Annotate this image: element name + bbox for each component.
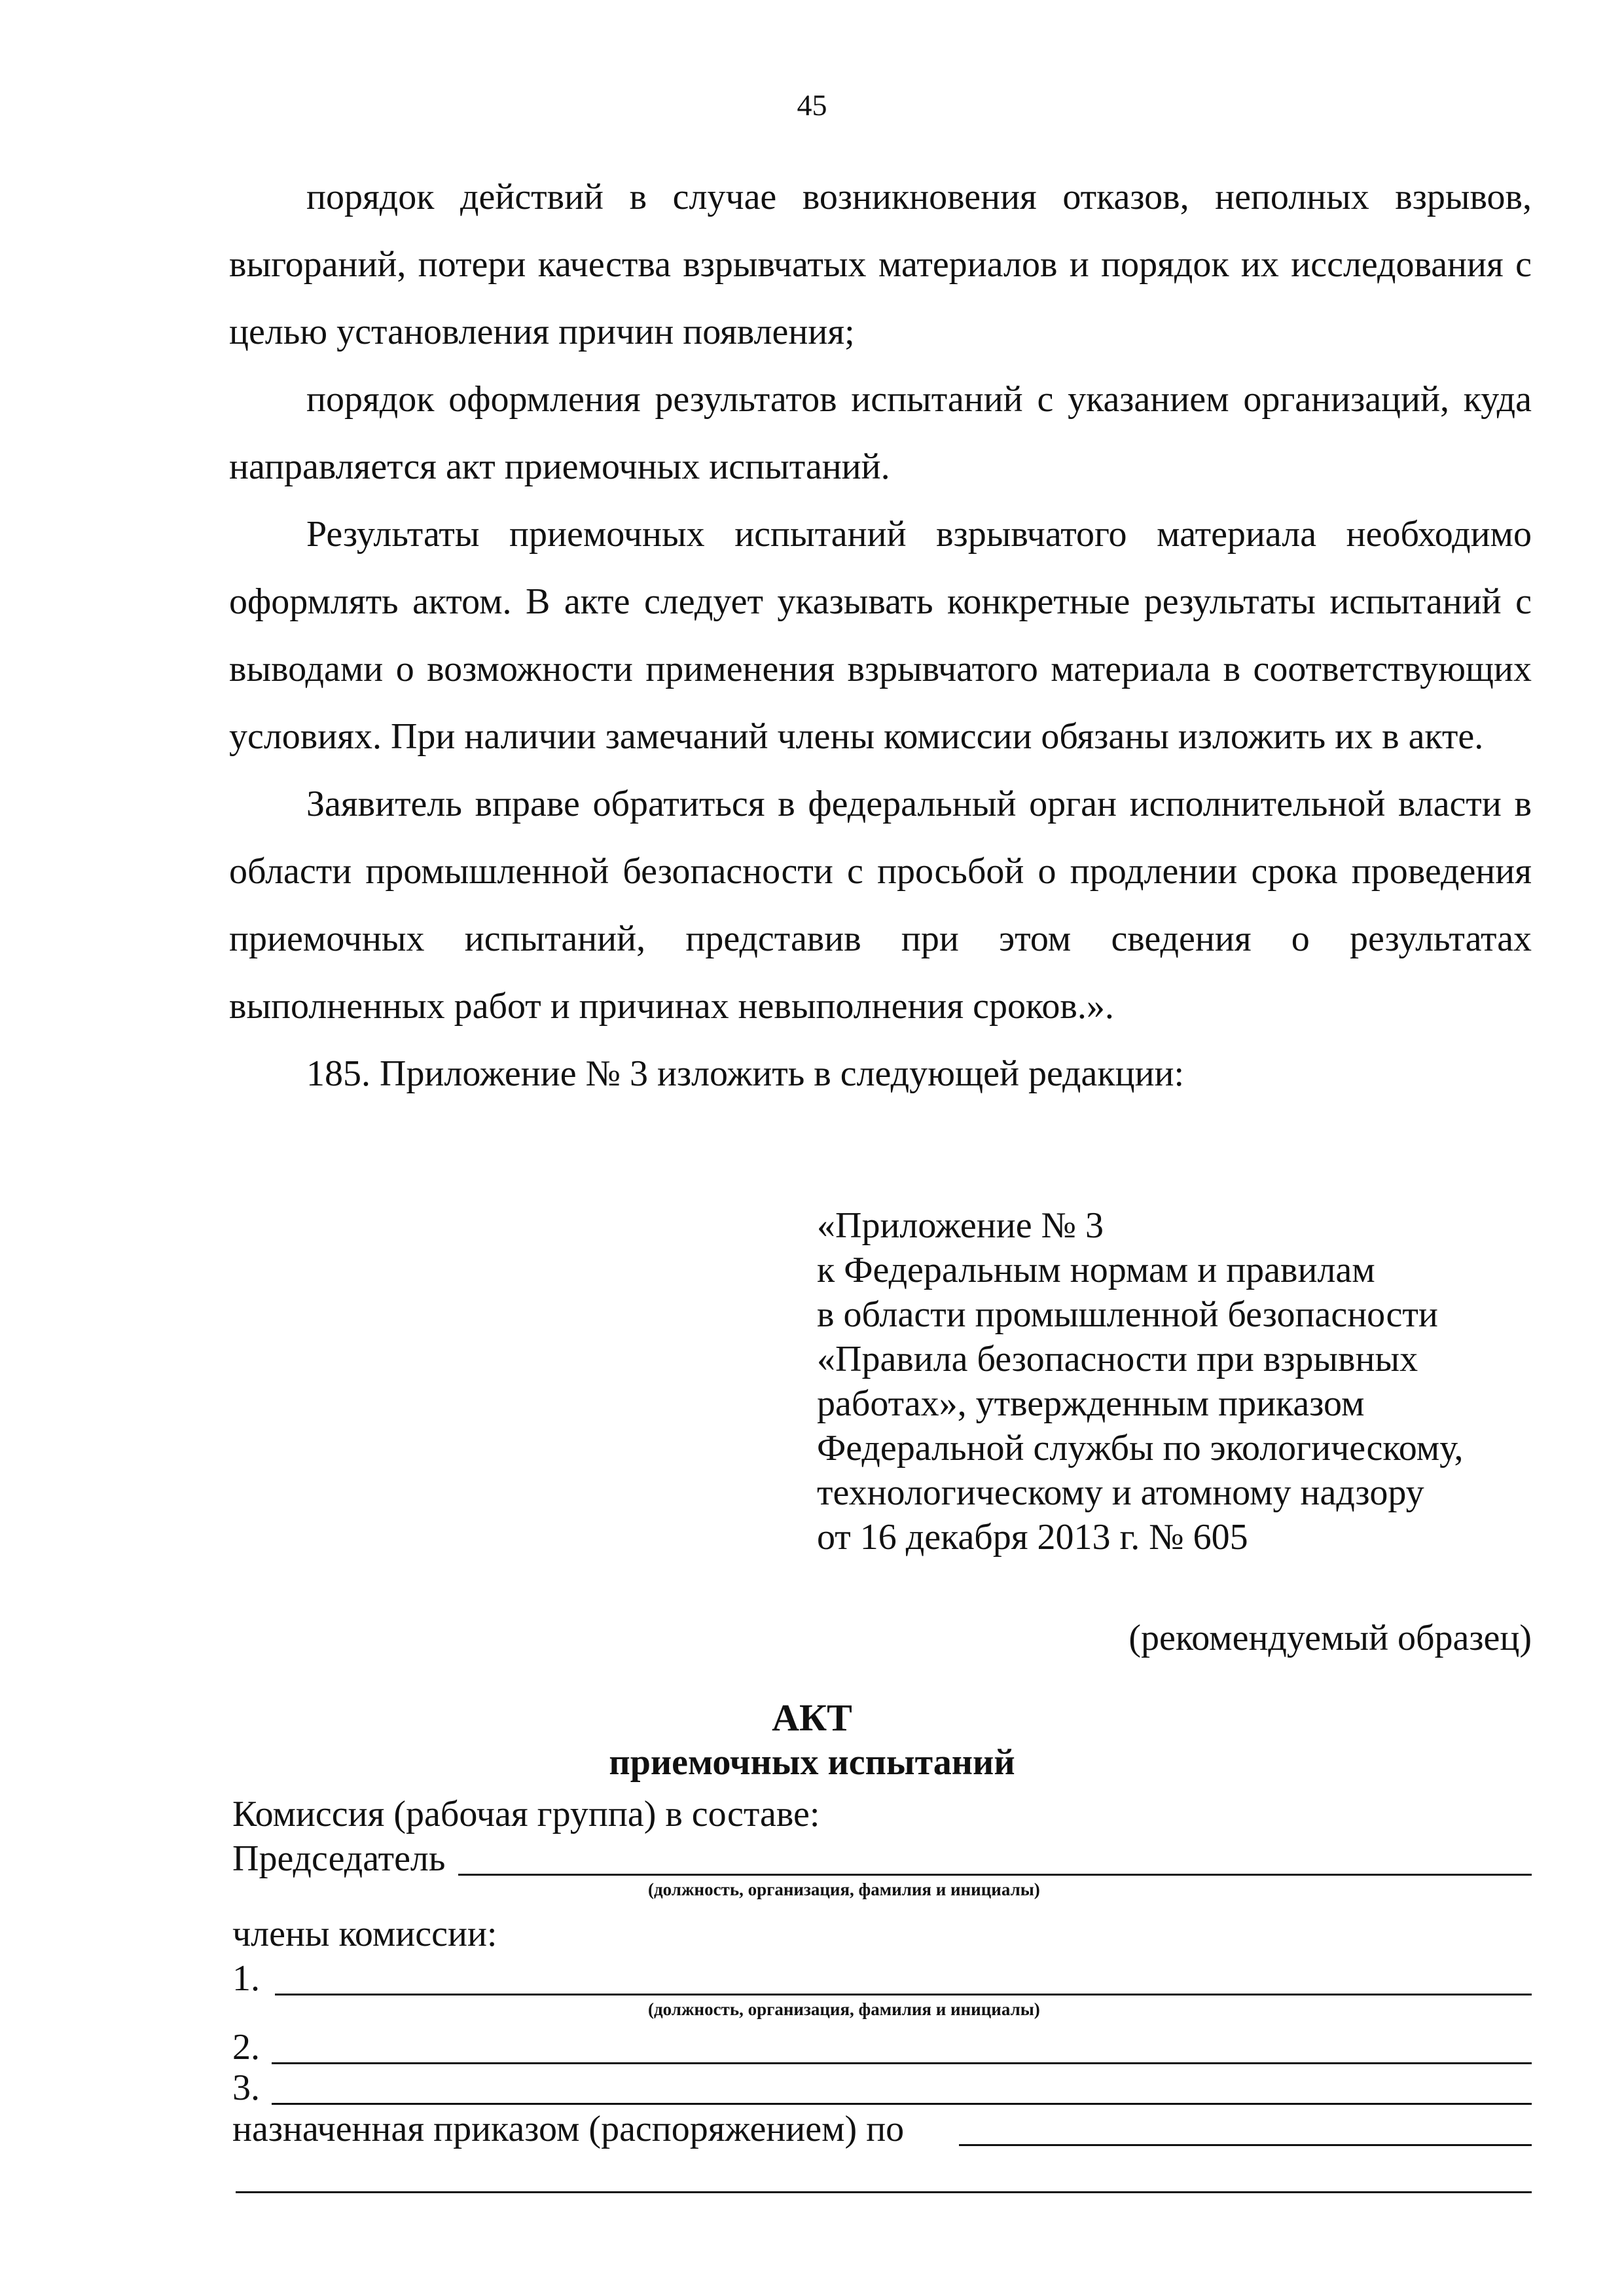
sample-note: (рекомендуемый образец) xyxy=(1128,1618,1532,1658)
appendix-header xyxy=(817,1203,1576,1559)
member-field[interactable] xyxy=(272,2103,1532,2105)
member-field[interactable] xyxy=(272,2062,1532,2064)
act-title: АКТ xyxy=(772,1696,852,1739)
appendix-line: «Приложение № 3 xyxy=(817,1205,1104,1246)
paragraph: Результаты приемочных испытаний взрывчатого материала необходимо оформлять актом. В акте следует указывать конкретные результаты испытаний с выводами о возможности применения взрывчатого материала в соответствующих условиях. При наличии замечаний члены комиссии обязаны изложить их в акте. xyxy=(229,514,1532,757)
member-number: 2. xyxy=(232,2027,260,2068)
appointed-label: назначенная приказом (распоряжением) по xyxy=(232,2109,905,2149)
paragraph: порядок оформления результатов испытаний с указанием организаций, куда направляется акт приемочных испытаний. xyxy=(229,379,1532,487)
field-caption: (должность, организация, фамилия и инициалы) xyxy=(648,1999,1040,2019)
appendix-line: к Федеральным нормам и правилам xyxy=(817,1250,1375,1290)
appendix-line: Федеральной службы по экологическому, xyxy=(817,1428,1464,1468)
appointed-field[interactable] xyxy=(959,2144,1532,2146)
paragraph: 185. Приложение № 3 изложить в следующей редакции: xyxy=(306,1053,1185,1094)
body-text xyxy=(229,164,1532,1108)
commission-line: Комиссия (рабочая группа) в составе: xyxy=(232,1794,820,1834)
appointed-field-continuation[interactable] xyxy=(236,2191,1532,2193)
members-label: члены комиссии: xyxy=(232,1914,497,1954)
appendix-line: работах», утвержденным приказом xyxy=(817,1383,1365,1424)
field-caption: (должность, организация, фамилия и инициалы) xyxy=(648,1880,1040,1899)
appendix-line: в области промышленной безопасности xyxy=(817,1294,1438,1335)
appendix-line: «Правила безопасности при взрывных xyxy=(817,1339,1418,1379)
paragraph: порядок действий в случае возникновения отказов, неполных взрывов, выгораний, потери качества взрывчатых материалов и порядок их исследования с целью установления причин появления; xyxy=(229,177,1532,352)
act-subtitle: приемочных испытаний xyxy=(609,1742,1015,1783)
chairman-label: Председатель xyxy=(232,1838,446,1879)
member-number: 3. xyxy=(232,2068,260,2108)
appendix-line: от 16 декабря 2013 г. № 605 xyxy=(817,1517,1248,1558)
paragraph: Заявитель вправе обратиться в федеральный орган исполнительной власти в области промышленной безопасности с просьбой о продлении срока проведения приемочных испытаний, представив при этом сведения о результатах выполненных работ и причинах невыполнения сроков.». xyxy=(229,784,1532,1027)
member-number: 1. xyxy=(232,1958,260,1999)
appendix-line: технологическому и атомному надзору xyxy=(817,1472,1424,1513)
page-number: 45 xyxy=(797,88,827,122)
member-field[interactable] xyxy=(275,1994,1532,1995)
chairman-field[interactable] xyxy=(458,1874,1532,1876)
